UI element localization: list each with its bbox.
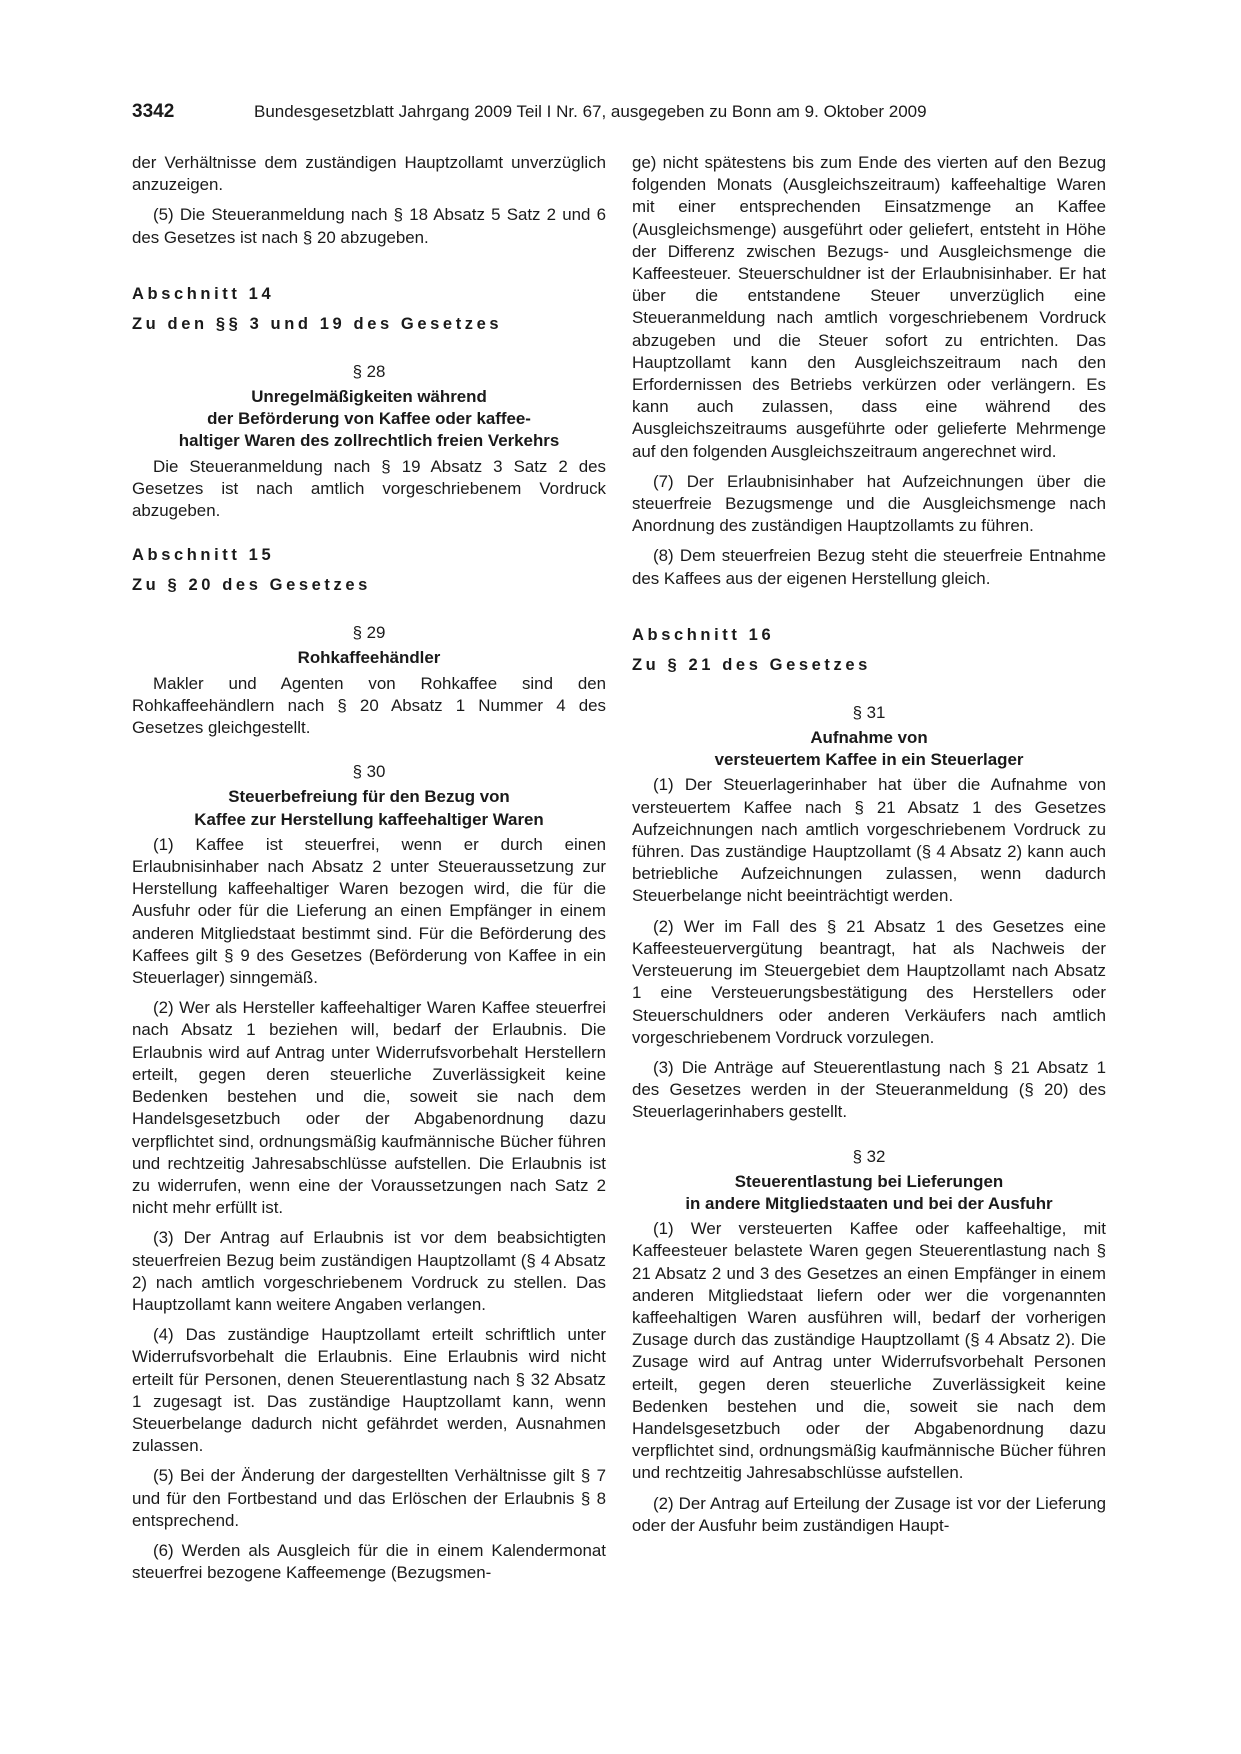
paragraph: (5) Die Steueranmeldung nach § 18 Absatz 5 Satz 2 und 6 des Gesetzes ist nach § 20 abzugeben. [132, 205, 606, 247]
paragraph: (3) Die Anträge auf Steuerentlastung nach § 21 Absatz 1 des Gesetzes werden in der Steueranmeldung (§ 20) des Steuerlagerinhabers gestellt. [632, 1057, 1106, 1122]
paragraph: Makler und Agenten von Rohkaffee sind den Rohkaffeehändlern nach § 20 Absatz 1 Nummer 4 des Gesetzes gleichgestellt. [132, 673, 606, 738]
paragraph-title-line: Aufnahme von [810, 728, 928, 748]
paragraph: (6) Werden als Ausgleich für die in einem Kalendermonat steuerfrei bezogene Kaffeemenge (Bezugsmen- [132, 1540, 606, 1583]
paragraph: (2) Der Antrag auf Erteilung der Zusage ist vor der Lieferung oder der Ausfuhr beim zuständigen Haupt- [632, 1493, 1106, 1535]
paragraph: (3) Der Antrag auf Erlaubnis ist vor dem beabsichtigten steuerfreien Bezug beim zuständigen Hauptzollamt (§ 4 Absatz 2) nach amtlich vorgeschriebenem Vordruck zu stellen. Das Hauptzollamt kann weitere Angaben verlangen. [132, 1228, 606, 1314]
running-title: Bundesgesetzblatt Jahrgang 2009 Teil I Nr. 67, ausgegeben zu Bonn am 9. Oktober 2009 [254, 102, 927, 121]
section-heading: Abschnitt 16 [632, 625, 775, 644]
paragraph-title-line: Kaffee zur Herstellung kaffeehaltiger Waren [194, 809, 544, 829]
section-heading: Abschnitt 15 [132, 546, 275, 565]
left-column [132, 152, 606, 1592]
paragraph-title-line: in andere Mitgliedstaaten und bei der Ausfuhr [685, 1193, 1053, 1213]
paragraph: (1) Kaffee ist steuerfrei, wenn er durch einen Erlaubnisinhaber nach Absatz 2 unter Steueraussetzung zur Herstellung kaffeehaltiger Waren bezogen wird, die für die Ausfuhr oder für die Lieferung an einen Empfänger in einem anderen Mitgliedstaat bestimmt sind. Für die Beförderung des Kaffees gilt § 9 des Gesetzes (Beförderung von Kaffee in ein Steuerlager) sinngemäß. [132, 834, 606, 988]
paragraph: (7) Der Erlaubnisinhaber hat Aufzeichnungen über die steuerfreie Bezugsmenge und die Ausgleichsmenge nach Anordnung des zuständigen Hauptzollamts zu führen. [632, 471, 1106, 536]
paragraph-title [632, 1171, 1106, 1215]
paragraph-title [132, 786, 606, 830]
paragraph-title-line: Unregelmäßigkeiten während [251, 387, 487, 407]
paragraph: (4) Das zuständige Hauptzollamt erteilt schriftlich unter Widerrufsvorbehalt die Erlaubnis. Eine Erlaubnis wird nicht erteilt für Personen, denen Steuerentlastung nach § 32 Absatz 1 zugesagt ist. Das zuständige Hauptzollamt kann, wenn Steuerbelange dadurch nicht gefährdet werden, Ausnahmen zulassen. [132, 1325, 606, 1456]
paragraph-title-line: der Beförderung von Kaffee oder kaffee- [207, 409, 531, 429]
paragraph-number: § 30 [352, 762, 386, 782]
paragraph-title [132, 647, 606, 669]
paragraph-number: § 31 [852, 702, 886, 722]
page-number: 3342 [132, 101, 175, 122]
continued-paragraph: ge) nicht spätestens bis zum Ende des vierten auf den Bezug folgenden Monats (Ausgleichszeitraum) kaffeehaltige Waren mit einer entsprechenden Einsatzmenge an Kaffee (Ausgleichsmenge) ausgeführt oder geliefert, entsteht in Höhe der Differenz zwischen Bezugs- und Ausgleichsmenge die Kaffeesteuer. Steuerschuldner ist der Erlaubnisinhaber. Er hat über die entstandene Steuer unverzüglich eine Steueranmeldung nach amtlich vorgeschriebenem Vordruck abzugeben und die Steuer sofort zu entrichten. Das Hauptzollamt kann den Ausgleichszeitraum nach den Erfordernissen des Betriebs verkürzen oder verlängern. Es kann auch zulassen, dass eine während des Ausgleichszeitraums ausgeführte oder gelieferte Mehrmenge auf den folgenden Ausgleichszeitraum angerechnet wird. [632, 153, 1106, 461]
paragraph: (2) Wer als Hersteller kaffeehaltiger Waren Kaffee steuerfrei nach Absatz 1 beziehen will, bedarf der Erlaubnis. Die Erlaubnis wird auf Antrag unter Widerrufsvorbehalt Herstellern erteilt, gegen deren steuerliche Zuverlässigkeit keine Bedenken bestehen und die, soweit sie nach dem Handelsgesetzbuch oder der Abgabenordnung dazu verpflichtet sind, ordnungsmäßig kaufmännische Bücher führen und rechtzeitig Jahresabschlüsse aufstellen. Die Erlaubnis ist zu widerrufen, wenn eine der Voraussetzungen nach Satz 2 nicht mehr erfüllt ist. [132, 998, 606, 1218]
paragraph: Die Steueranmeldung nach § 19 Absatz 3 Satz 2 des Gesetzes ist nach amtlich vorgeschriebenem Vordruck abzugeben. [132, 456, 606, 521]
paragraph-title-line: Steuerbefreiung für den Bezug von [228, 787, 510, 807]
paragraph-number: § 32 [852, 1146, 886, 1166]
paragraph-title-line: Rohkaffeehändler [297, 648, 441, 668]
paragraph: (1) Der Steuerlagerinhaber hat über die Aufnahme von versteuertem Kaffee nach § 21 Absatz 1 des Gesetzes Aufzeichnungen nach amtlich vorgeschriebenem Vordruck zu führen. Das zuständige Hauptzollamt (§ 4 Absatz 2) kann auch betriebliche Aufzeichnungen zulassen, wenn dadurch Steuerbelange nicht beeinträchtigt werden. [632, 775, 1106, 906]
section-subheading: Zu den §§ 3 und 19 des Gesetzes [132, 314, 503, 333]
paragraph-number: § 29 [352, 623, 386, 643]
continued-paragraph: der Verhältnisse dem zuständigen Hauptzollamt unverzüglich anzuzeigen. [132, 153, 606, 195]
paragraph: (5) Bei der Änderung der dargestellten Verhältnisse gilt § 7 und für den Fortbestand und das Erlöschen der Erlaubnis § 8 entsprechend. [132, 1466, 606, 1530]
paragraph-title [132, 386, 606, 453]
section-subheading: Zu § 21 des Gesetzes [632, 655, 871, 674]
paragraph: (2) Wer im Fall des § 21 Absatz 1 des Gesetzes eine Kaffeesteuervergütung beantragt, hat als Nachweis der Versteuerung im Steuergebiet dem Hauptzollamt nach Absatz 1 eine Versteuerungsbestätigung des Herstellers oder Steuerschuldners oder anderen Verkäufers nach amtlich vorgeschriebenem Vordruck vorzulegen. [632, 916, 1106, 1047]
paragraph-title [632, 727, 1106, 771]
section-subheading: Zu § 20 des Gesetzes [132, 576, 371, 595]
section-heading: Abschnitt 14 [132, 284, 275, 303]
paragraph-title-line: Steuerentlastung bei Lieferungen [734, 1171, 1004, 1191]
paragraph-number: § 28 [352, 361, 386, 381]
paragraph: (8) Dem steuerfreien Bezug steht die steuerfreie Entnahme des Kaffees aus der eigenen Herstellung gleich. [632, 546, 1106, 588]
right-column [632, 152, 1106, 1545]
page-header [132, 101, 1112, 127]
paragraph: (1) Wer versteuerten Kaffee oder kaffeehaltige, mit Kaffeesteuer belastete Waren gegen Steuerentlastung nach § 21 Absatz 2 und 3 des Gesetzes an einen Empfänger in einem anderen Mitgliedstaat liefern oder wer die vorgenannten kaffeehaltigen Waren ausführen will, bedarf der vorherigen Zusage durch das zuständige Hauptzollamt (§ 4 Absatz 2). Die Zusage wird auf Antrag unter Widerrufsvorbehalt Personen erteilt, gegen deren steuerliche Zuverlässigkeit keine Bedenken bestehen und die, soweit sie nach dem Handelsgesetzbuch oder der Abgabenordnung dazu verpflichtet sind, ordnungsmäßig kaufmännische Bücher führen und rechtzeitig Jahresabschlüsse aufstellen. [632, 1219, 1106, 1483]
paragraph-title-line: haltiger Waren des zollrechtlich freien Verkehrs [178, 431, 560, 451]
paragraph-title-line: versteuertem Kaffee in ein Steuerlager [714, 750, 1024, 770]
